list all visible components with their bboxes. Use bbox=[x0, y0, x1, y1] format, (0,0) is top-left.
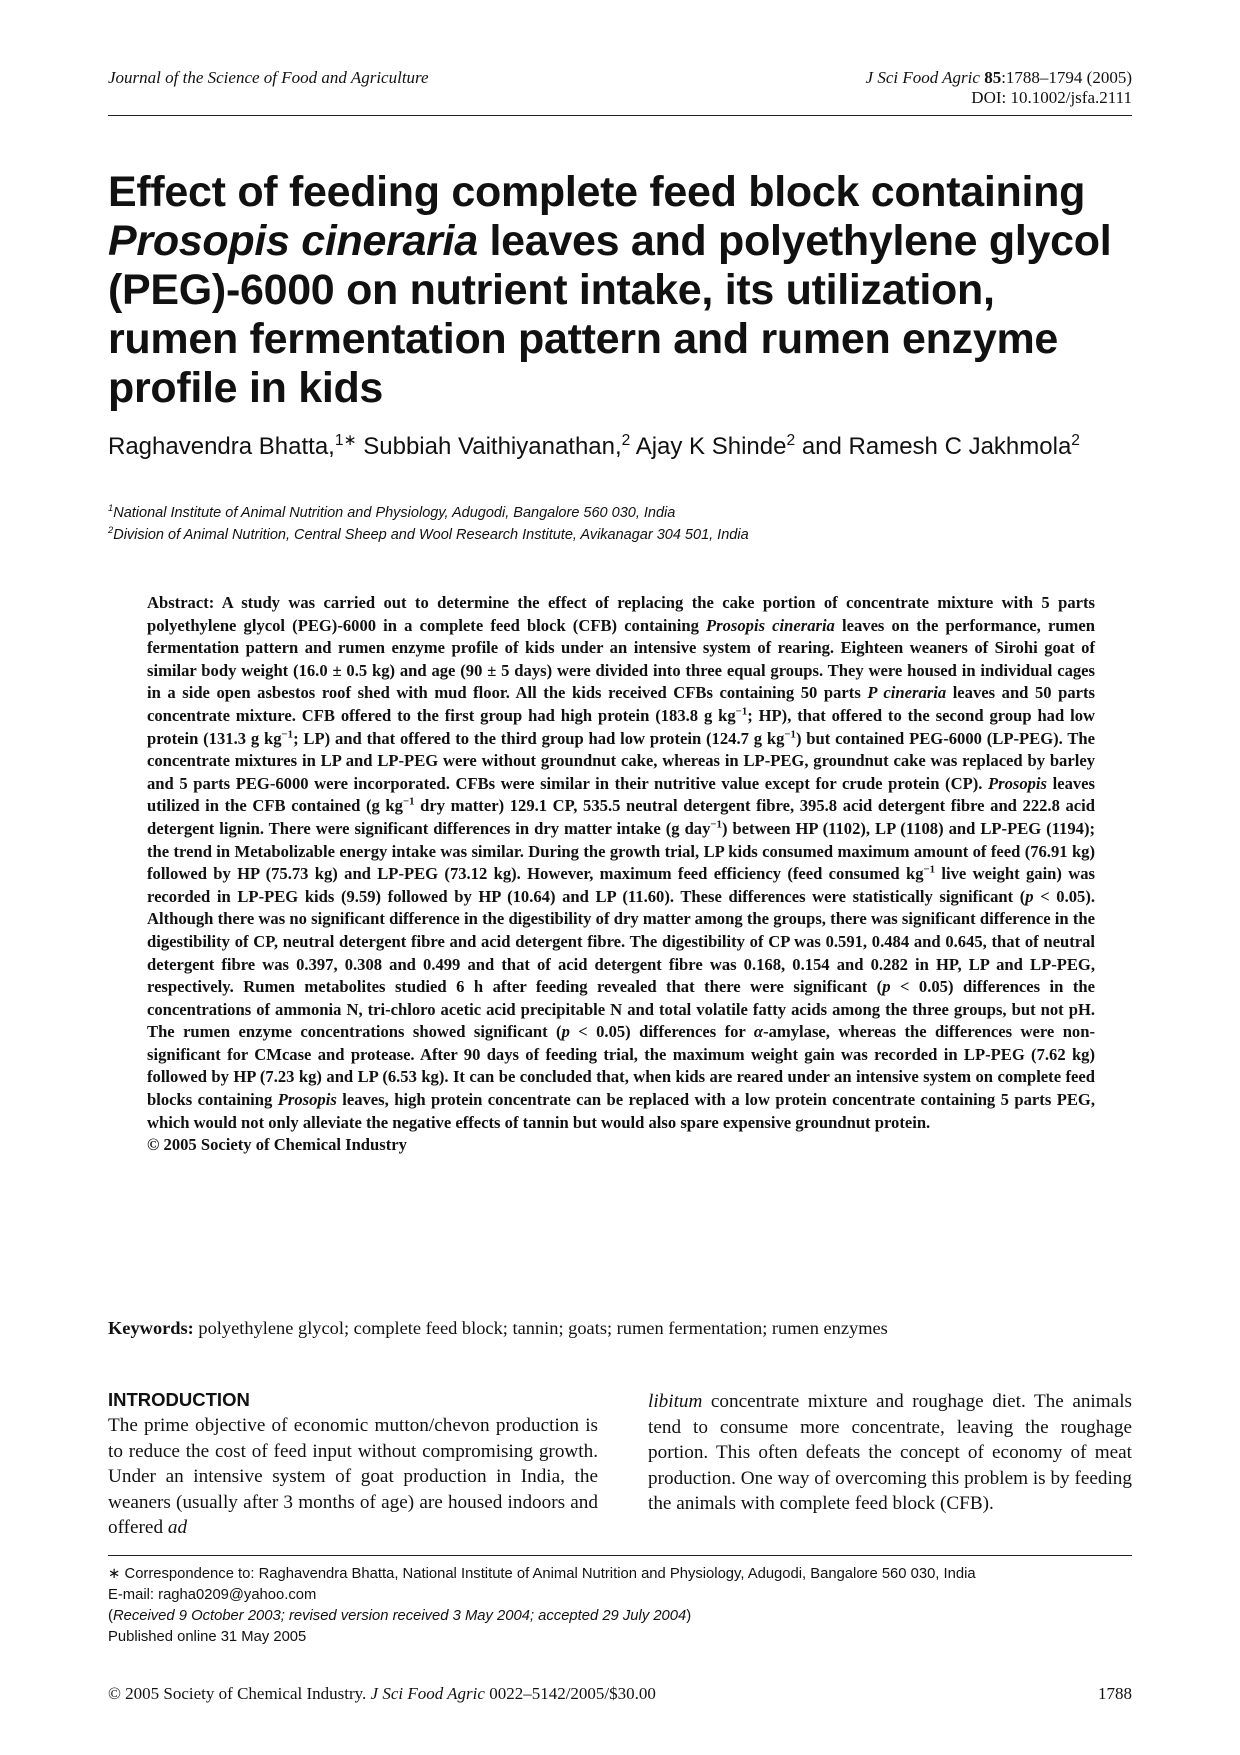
footnote-rule bbox=[108, 1555, 1132, 1556]
abstract-text: dry matter) 129.1 CP, 535.5 neutral detergent fibre, 395.8 acid detergent fibre and 222.8 acid detergent lignin. There were significant differences in dry matter intake (g day bbox=[147, 796, 1096, 838]
abstract-superscript: −1 bbox=[710, 818, 722, 831]
body-text: The prime objective of economic mutton/chevon production is to reduce the cost of feed input without compromising growth. Under an intensive system of goat production in India, the weaners (usually after 3 months of age) are housed indoors and offered bbox=[108, 1415, 598, 1539]
abstract-text: -amylase, whereas the differences were non-significant for CMcase and protease. After 90 days of feeding trial, the maximum weight gain was recorded in LP-PEG (7.62 kg) followed by HP (7.23 kg) and LP (6.53 kg). It can be concluded that, when kids are reared under an intensive system on complete feed blocks containing bbox=[147, 1022, 1095, 1110]
abstract-text: ; HP), that offered to the second group had low protein (131.3 g kg bbox=[147, 705, 1095, 748]
author-name: and Ramesh C Jakhmola bbox=[795, 433, 1072, 460]
abstract-text: A study was carried out to determine the effect of replacing the cake portion of concentrate mixture with 5 parts polyethylene glycol (PEG)-6000 in a complete feed block (CFB) containing bbox=[147, 593, 1095, 635]
body-column-right bbox=[648, 1389, 1132, 1517]
author-affil-mark: 2 bbox=[621, 432, 631, 449]
abstract-text: < 0.05) differences for bbox=[569, 1022, 754, 1042]
title-part-1: Effect of feeding complete feed block containing bbox=[108, 168, 1086, 216]
abstract-text: ; LP) and that offered to the third group had low protein (124.7 g kg bbox=[293, 728, 785, 748]
abstract-superscript: −1 bbox=[281, 728, 294, 741]
citation-block bbox=[866, 68, 1132, 108]
abstract-label: Abstract: bbox=[147, 593, 215, 612]
paren-close: ) bbox=[686, 1608, 692, 1624]
copyright-text: © 2005 Society of Chemical Industry. bbox=[108, 1684, 371, 1703]
abstract-text: leaves and 50 parts concentrate mixture. CFB offered to the first group had high protein (183.8 g kg bbox=[147, 683, 1095, 725]
body-column-left bbox=[108, 1389, 598, 1541]
journal-abbrev: J Sci Food Agric bbox=[370, 1684, 485, 1703]
abstract-text: leaves on the performance, rumen fermentation pattern and rumen enzyme profile of kids under an intensive system of rearing. Eighteen weaners of Sirohi goat of similar body weight (16.0 ± 0.5 kg) and age (90 ± 5 days) were divided into three equal groups. They were housed in individual cages in a side open asbestos roof shed with mud floor. All the kids received CFBs containing 50 parts bbox=[147, 615, 1095, 703]
correspondence-text: Correspondence to: Raghavendra Bhatta, National Institute of Animal Nutrition and Physiology, Adugodi, Bangalore 560 030, India bbox=[120, 1566, 976, 1582]
citation-pages-year: :1788–1794 (2005) bbox=[1001, 68, 1132, 87]
author-name: Raghavendra Bhatta, bbox=[108, 433, 335, 460]
abstract-text: < 0.05) differences in the concentrations of ammonia N, tri-chloro acetic acid precipitable N and total volatile fatty acids among the three groups, but not pH. The rumen enzyme concentrations showed significant ( bbox=[147, 977, 1095, 1042]
page-number: 1788 bbox=[1098, 1684, 1132, 1703]
affiliation-mark: 2 bbox=[108, 524, 114, 536]
abstract-text: ) between HP (1102), LP (1108) and LP-PEG (1194); the trend in Metabolizable energy intake was similar. During the growth trial, LP kids consumed maximum amount of feed (76.91 kg) followed by HP (75.73 kg) and LP-PEG (73.12 kg). However, maximum feed efficiency (feed consumed kg bbox=[147, 818, 1096, 884]
body-paragraph bbox=[108, 1413, 598, 1541]
correspondence-mark: ∗ bbox=[108, 1566, 121, 1582]
author-name: Subbiah Vaithiyanathan, bbox=[356, 433, 622, 460]
title-species: Prosopis cineraria bbox=[108, 217, 478, 265]
abstract-italic: p bbox=[561, 1022, 570, 1042]
journal-name: Journal of the Science of Food and Agriculture bbox=[108, 68, 429, 87]
email-note: E-mail: ragha0209@yahoo.com bbox=[108, 1587, 317, 1603]
citation-abbrev: J Sci Food Agric bbox=[865, 68, 980, 87]
abstract-superscript: −1 bbox=[923, 863, 936, 876]
abstract-superscript: −1 bbox=[402, 795, 415, 808]
abstract-italic: Prosopis cineraria bbox=[706, 615, 835, 635]
abstract-superscript: −1 bbox=[784, 728, 796, 741]
body-paragraph bbox=[648, 1389, 1132, 1517]
affiliation-text: Division of Animal Nutrition, Central Sheep and Wool Research Institute, Avikanagar 304 501, India bbox=[113, 527, 749, 543]
abstract-text: < 0.05). Although there was no significant difference in the digestibility of dry matter among the groups, there was significant difference in the digestibility of CP, neutral detergent fibre and acid detergent fibre. The digestibility of CP was 0.591, 0.484 and 0.645, that of neutral detergent fibre was 0.397, 0.308 and 0.499 and that of acid detergent fibre was 0.168, 0.154 and 0.282 in HP, LP and LP-PEG, respectively. Rumen metabolites studied 6 h after feeding revealed that there were significant ( bbox=[147, 886, 1096, 997]
paren-open: ( bbox=[108, 1608, 113, 1624]
affiliation-text: National Institute of Animal Nutrition and Physiology, Adugodi, Bangalore 560 030, India bbox=[113, 505, 676, 521]
author-name: Ajay K Shinde bbox=[630, 433, 787, 460]
author-affil-mark: 2 bbox=[1071, 432, 1080, 449]
abstract-body bbox=[147, 592, 1095, 1134]
correspondence-note bbox=[108, 1564, 1132, 1585]
abstract-copyright: © 2005 Society of Chemical Industry bbox=[147, 1135, 407, 1155]
author-affil-mark: 2 bbox=[786, 432, 796, 449]
body-italic: ad bbox=[167, 1517, 188, 1539]
doi: DOI: 10.1002/jsfa.2111 bbox=[971, 88, 1132, 107]
published-note: Published online 31 May 2005 bbox=[108, 1629, 307, 1645]
abstract-text: leaves, high protein concentrate can be replaced with a low protein concentrate containing 5 parts PEG, which would not only alleviate the negative effects of tannin but would also spare expensive groundnut protein. bbox=[147, 1090, 1095, 1132]
received-note bbox=[108, 1606, 1132, 1627]
abstract-italic: α bbox=[753, 1022, 764, 1042]
affiliation-mark: 1 bbox=[108, 502, 114, 514]
abstract-italic: Prosopis bbox=[277, 1090, 337, 1110]
keywords-text: polyethylene glycol; complete feed block; tannin; goats; rumen fermentation; rumen enzymes bbox=[193, 1318, 888, 1338]
title-part-2: leaves and polyethylene glycol (PEG)-6000 on nutrient intake, its utilization, rumen fermentation pattern and rumen enzyme profile in kids bbox=[108, 217, 1112, 412]
body-text: concentrate mixture and roughage diet. The animals tend to consume more concentrate, leaving the roughage portion. This often defeats the concept of economy of meat production. One way of overcoming this problem is by feeding the animals with complete feed block (CFB). bbox=[648, 1391, 1132, 1515]
abstract-text: live weight gain) was recorded in LP-PEG kids (9.59) followed by HP (10.64) and LP (11.60). These differences were statistically significant ( bbox=[147, 864, 1096, 906]
article-title bbox=[108, 168, 1132, 413]
keywords-label: Keywords: bbox=[108, 1318, 194, 1338]
keywords bbox=[108, 1318, 1132, 1339]
citation-volume: 85 bbox=[984, 68, 1002, 87]
abstract bbox=[147, 592, 1095, 1157]
abstract-italic: P cineraria bbox=[867, 683, 947, 703]
abstract-italic: p bbox=[882, 977, 891, 997]
header-rule bbox=[108, 115, 1132, 116]
author-list bbox=[108, 432, 1132, 462]
affiliation-1 bbox=[108, 502, 1132, 521]
abstract-superscript: −1 bbox=[735, 705, 748, 718]
issn-price: 0022–5142/2005/$30.00 bbox=[484, 1684, 656, 1703]
received-dates: Received 9 October 2003; revised version received 3 May 2004; accepted 29 July 2004 bbox=[112, 1608, 687, 1624]
footnotes bbox=[108, 1564, 1132, 1648]
author-affil-mark: 1∗ bbox=[334, 432, 357, 449]
body-italic: libitum bbox=[648, 1391, 703, 1412]
abstract-text: ) but contained PEG-6000 (LP-PEG). The concentrate mixtures in LP and LP-PEG were without groundnut cake, whereas in LP-PEG, groundnut cake was replaced by barley and 5 parts PEG-6000 were incorporated. CFBs were similar in their nutritive value except for crude protein (CP). bbox=[147, 728, 1095, 793]
abstract-italic: p bbox=[1025, 886, 1034, 906]
citation-line bbox=[866, 68, 1132, 88]
abstract-text: leaves utilized in the CFB contained (g kg bbox=[147, 773, 1095, 816]
affiliation-2 bbox=[108, 524, 1132, 543]
bottom-copyright bbox=[108, 1684, 656, 1704]
section-heading: INTRODUCTION bbox=[108, 1389, 250, 1410]
abstract-italic: Prosopis bbox=[987, 773, 1047, 793]
